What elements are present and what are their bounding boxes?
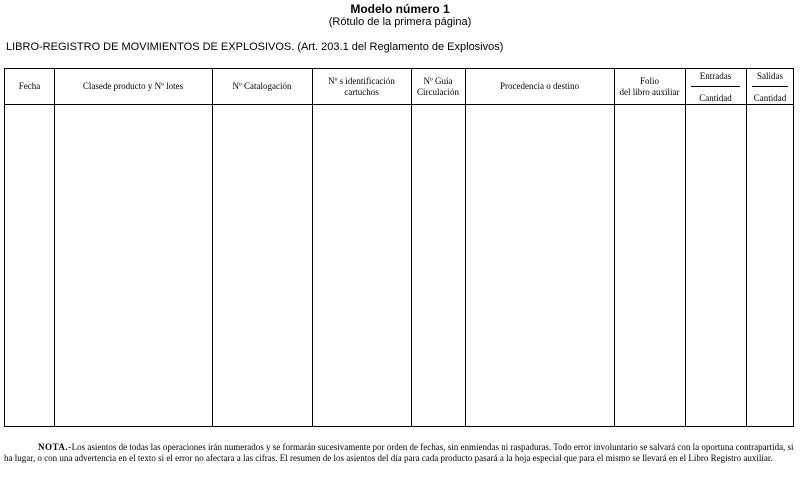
header-underline [752,86,788,87]
header-sublabel: Cantidad [753,93,787,103]
header-label: cartuchos [344,86,379,97]
model-subtitle: (Rótulo de la primera página) [328,16,472,28]
header-label: del libro auxiliar [619,86,680,97]
register-heading: LIBRO-REGISTRO DE MOVIMIENTOS DE EXPLOSIVOS. (Art. 203.1 del Reglamento de Explosivos) [6,41,504,53]
footnote-label: NOTA.- [38,442,72,452]
header-sublabel: Cantidad [699,93,732,103]
column-header-clase-producto [54,69,212,104]
header-label: Folio [639,75,659,86]
column-header-fecha [5,69,54,104]
column-header-catalogacion [212,69,312,104]
header-underline [691,86,740,87]
header-label: Fecha [18,81,41,91]
header-label: Circulación [417,86,459,97]
column-divider [312,69,313,426]
column-divider [411,69,412,426]
column-header-guia [411,69,465,104]
register-table [4,68,794,427]
header-label: Nº Guía [423,75,453,86]
column-divider [614,69,615,426]
column-header-salidas [746,69,794,104]
column-divider [465,69,466,426]
column-divider [54,69,55,426]
column-divider [685,69,686,426]
header-label: Nº Catalogación [232,81,292,91]
footnote-text: Los asientos de todas las operaciones irán numerados y se formarán sucesivamente por orden de fechas, sin enmiendas ni raspaduras. Todo error involuntario se salvará con la oportuna contrapartida, si ha lugar, o con una advertencia en el texto si el error no afectara a las cifras. El resumen de los asientos del día para cada producto pasará a la hoja especial que para el mismo se llevará en el Libro Registro auxiliar. [4,442,794,463]
header-label: Clasede producto y Nº lotes [82,81,184,91]
column-divider [212,69,213,426]
model-title: Modelo número 1 [350,2,450,16]
header-label: Salidas [757,71,783,81]
column-header-entradas [685,69,746,104]
footnote [4,442,794,464]
column-divider [746,69,747,426]
column-header-identificacion [312,69,411,104]
header-separator [5,104,793,105]
header-label: Nº s identificación [328,75,395,86]
header-label: Entradas [699,71,732,81]
header-label: Procedencia o destino [500,81,579,91]
column-header-folio [614,69,685,104]
column-header-procedencia [465,69,614,104]
